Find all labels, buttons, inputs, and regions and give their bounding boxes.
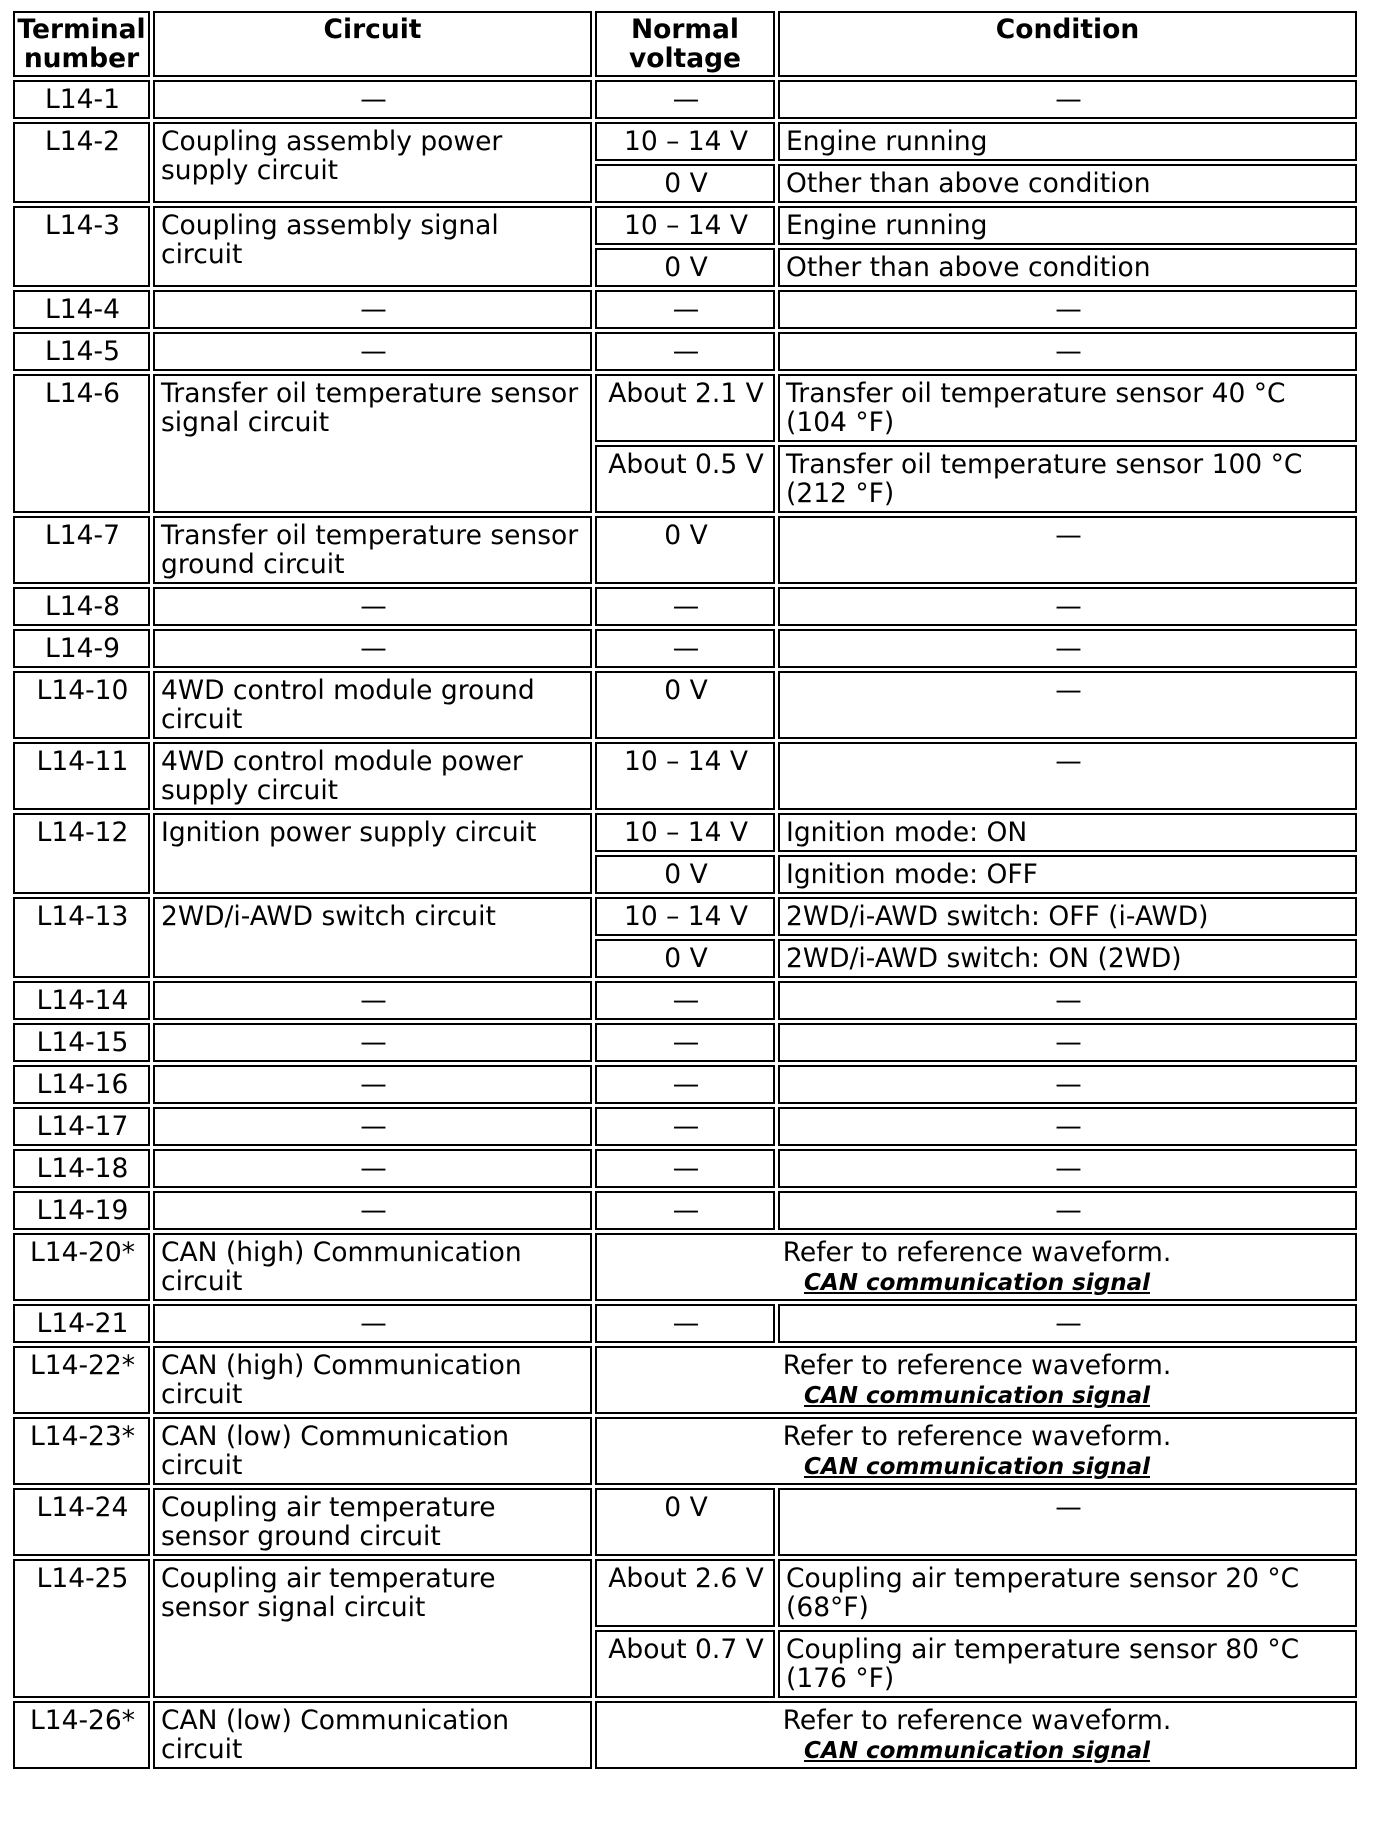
normal-voltage-cell: 10 – 14 V <box>595 122 775 161</box>
normal-voltage-cell: 10 – 14 V <box>595 742 775 810</box>
table-row <box>13 290 1357 329</box>
circuit-cell: 4WD control module ground circuit <box>153 671 592 739</box>
terminal-number-cell: L14-2 <box>13 122 150 203</box>
circuit-cell: — <box>153 1023 592 1062</box>
terminal-number-cell: L14-12 <box>13 813 150 894</box>
condition-cell: Other than above condition <box>778 164 1357 203</box>
normal-voltage-cell: — <box>595 981 775 1020</box>
table-row <box>13 374 1357 442</box>
reference-waveform-cell <box>595 1701 1357 1769</box>
normal-voltage-cell: — <box>595 1023 775 1062</box>
header-condition: Condition <box>778 11 1357 77</box>
terminal-number-cell: L14-18 <box>13 1149 150 1188</box>
table-row <box>13 1559 1357 1627</box>
terminal-number-cell: L14-14 <box>13 981 150 1020</box>
circuit-cell: — <box>153 1149 592 1188</box>
condition-cell: — <box>778 1107 1357 1146</box>
condition-cell: Ignition mode: ON <box>778 813 1357 852</box>
circuit-cell: — <box>153 587 592 626</box>
terminal-number-cell: L14-17 <box>13 1107 150 1146</box>
normal-voltage-cell: 0 V <box>595 516 775 584</box>
table-row <box>13 516 1357 584</box>
table-row <box>13 206 1357 245</box>
table-row <box>13 742 1357 810</box>
condition-cell: — <box>778 516 1357 584</box>
normal-voltage-cell: — <box>595 629 775 668</box>
header-terminal-number: Terminal number <box>13 11 150 77</box>
reference-waveform-text: Refer to reference waveform. <box>782 1705 1172 1736</box>
circuit-cell: CAN (high) Communication circuit <box>153 1346 592 1414</box>
normal-voltage-cell: — <box>595 1304 775 1343</box>
normal-voltage-cell: 0 V <box>595 1488 775 1556</box>
condition-cell: Other than above condition <box>778 248 1357 287</box>
normal-voltage-cell: — <box>595 80 775 119</box>
can-communication-signal-link[interactable]: CAN communication signal <box>804 1738 1150 1764</box>
normal-voltage-cell: 0 V <box>595 164 775 203</box>
normal-voltage-cell: 0 V <box>595 939 775 978</box>
normal-voltage-cell: About 0.5 V <box>595 445 775 513</box>
condition-cell: Coupling air temperature sensor 80 °C (176 °F) <box>778 1630 1357 1698</box>
table-row <box>13 1488 1357 1556</box>
terminal-number-cell: L14-7 <box>13 516 150 584</box>
circuit-cell: — <box>153 1191 592 1230</box>
normal-voltage-cell: — <box>595 290 775 329</box>
condition-cell: — <box>778 1191 1357 1230</box>
circuit-cell: — <box>153 1065 592 1104</box>
circuit-cell: — <box>153 1304 592 1343</box>
circuit-cell: 4WD control module power supply circuit <box>153 742 592 810</box>
condition-cell: Transfer oil temperature sensor 40 °C (104 °F) <box>778 374 1357 442</box>
circuit-cell: Coupling air temperature sensor ground circuit <box>153 1488 592 1556</box>
condition-cell: Engine running <box>778 206 1357 245</box>
terminal-number-cell: L14-10 <box>13 671 150 739</box>
condition-cell: — <box>778 1304 1357 1343</box>
circuit-cell: 2WD/i-AWD switch circuit <box>153 897 592 978</box>
condition-cell: 2WD/i-AWD switch: ON (2WD) <box>778 939 1357 978</box>
normal-voltage-cell: — <box>595 587 775 626</box>
normal-voltage-cell: 0 V <box>595 671 775 739</box>
reference-waveform-text: Refer to reference waveform. <box>782 1350 1172 1381</box>
circuit-cell: Coupling air temperature sensor signal circuit <box>153 1559 592 1698</box>
terminal-number-cell: L14-4 <box>13 290 150 329</box>
circuit-cell: Ignition power supply circuit <box>153 813 592 894</box>
table-row <box>13 1304 1357 1343</box>
table-body <box>13 80 1357 1769</box>
table-row <box>13 1191 1357 1230</box>
terminal-number-cell: L14-25 <box>13 1559 150 1698</box>
condition-cell: Transfer oil temperature sensor 100 °C (212 °F) <box>778 445 1357 513</box>
condition-cell: — <box>778 629 1357 668</box>
terminal-number-cell: L14-9 <box>13 629 150 668</box>
condition-cell: — <box>778 1149 1357 1188</box>
terminal-number-cell: L14-20* <box>13 1233 150 1301</box>
table-row <box>13 813 1357 852</box>
condition-cell: 2WD/i-AWD switch: OFF (i-AWD) <box>778 897 1357 936</box>
circuit-cell: — <box>153 80 592 119</box>
circuit-cell: CAN (low) Communication circuit <box>153 1417 592 1485</box>
normal-voltage-cell: 0 V <box>595 248 775 287</box>
terminal-number-cell: L14-22* <box>13 1346 150 1414</box>
circuit-cell: Transfer oil temperature sensor signal circuit <box>153 374 592 513</box>
normal-voltage-cell: 10 – 14 V <box>595 813 775 852</box>
terminal-number-cell: L14-3 <box>13 206 150 287</box>
table-row <box>13 1107 1357 1146</box>
table-header-row <box>13 11 1357 77</box>
terminal-number-cell: L14-15 <box>13 1023 150 1062</box>
terminal-number-cell: L14-1 <box>13 80 150 119</box>
terminal-number-cell: L14-21 <box>13 1304 150 1343</box>
normal-voltage-cell: About 0.7 V <box>595 1630 775 1698</box>
condition-cell: — <box>778 671 1357 739</box>
header-circuit: Circuit <box>153 11 592 77</box>
condition-cell: Coupling air temperature sensor 20 °C (68°F) <box>778 1559 1357 1627</box>
terminal-number-cell: L14-11 <box>13 742 150 810</box>
condition-cell: — <box>778 981 1357 1020</box>
reference-waveform-cell <box>595 1346 1357 1414</box>
reference-waveform-text: Refer to reference waveform. <box>782 1237 1172 1268</box>
normal-voltage-cell: About 2.6 V <box>595 1559 775 1627</box>
circuit-cell: — <box>153 629 592 668</box>
table-row <box>13 1346 1357 1414</box>
circuit-cell: — <box>153 981 592 1020</box>
can-communication-signal-link[interactable]: CAN communication signal <box>804 1270 1150 1296</box>
terminal-number-cell: L14-24 <box>13 1488 150 1556</box>
terminal-number-cell: L14-8 <box>13 587 150 626</box>
reference-waveform-cell <box>595 1417 1357 1485</box>
condition-cell: — <box>778 1488 1357 1556</box>
circuit-cell: Transfer oil temperature sensor ground circuit <box>153 516 592 584</box>
table-row <box>13 1417 1357 1485</box>
terminal-number-cell: L14-23* <box>13 1417 150 1485</box>
circuit-cell: CAN (high) Communication circuit <box>153 1233 592 1301</box>
table-row <box>13 897 1357 936</box>
normal-voltage-cell: 10 – 14 V <box>595 206 775 245</box>
terminal-number-cell: L14-5 <box>13 332 150 371</box>
table-row <box>13 587 1357 626</box>
table-row <box>13 332 1357 371</box>
normal-voltage-cell: 10 – 14 V <box>595 897 775 936</box>
header-normal-voltage: Normal voltage <box>595 11 775 77</box>
circuit-cell: Coupling assembly power supply circuit <box>153 122 592 203</box>
normal-voltage-cell: — <box>595 1191 775 1230</box>
terminal-number-cell: L14-26* <box>13 1701 150 1769</box>
normal-voltage-cell: — <box>595 1149 775 1188</box>
normal-voltage-cell: About 2.1 V <box>595 374 775 442</box>
table-row <box>13 1065 1357 1104</box>
condition-cell: Engine running <box>778 122 1357 161</box>
reference-waveform-text: Refer to reference waveform. <box>782 1421 1172 1452</box>
terminal-voltage-table-container <box>10 8 1360 1772</box>
circuit-cell: — <box>153 332 592 371</box>
condition-cell: — <box>778 742 1357 810</box>
normal-voltage-cell: — <box>595 1065 775 1104</box>
table-row <box>13 122 1357 161</box>
terminal-number-cell: L14-19 <box>13 1191 150 1230</box>
normal-voltage-cell: — <box>595 1107 775 1146</box>
normal-voltage-cell: — <box>595 332 775 371</box>
condition-cell: — <box>778 332 1357 371</box>
table-row <box>13 1233 1357 1301</box>
circuit-cell: — <box>153 1107 592 1146</box>
circuit-cell: CAN (low) Communication circuit <box>153 1701 592 1769</box>
table-row <box>13 1149 1357 1188</box>
condition-cell: — <box>778 290 1357 329</box>
table-row <box>13 1701 1357 1769</box>
table-row <box>13 629 1357 668</box>
normal-voltage-cell: 0 V <box>595 855 775 894</box>
condition-cell: — <box>778 587 1357 626</box>
can-communication-signal-link[interactable]: CAN communication signal <box>804 1454 1150 1480</box>
condition-cell: — <box>778 80 1357 119</box>
terminal-number-cell: L14-13 <box>13 897 150 978</box>
circuit-cell: Coupling assembly signal circuit <box>153 206 592 287</box>
terminal-voltage-table <box>10 8 1360 1772</box>
can-communication-signal-link[interactable]: CAN communication signal <box>804 1383 1150 1409</box>
table-row <box>13 1023 1357 1062</box>
circuit-cell: — <box>153 290 592 329</box>
condition-cell: — <box>778 1023 1357 1062</box>
condition-cell: Ignition mode: OFF <box>778 855 1357 894</box>
terminal-number-cell: L14-16 <box>13 1065 150 1104</box>
table-row <box>13 671 1357 739</box>
reference-waveform-cell <box>595 1233 1357 1301</box>
terminal-number-cell: L14-6 <box>13 374 150 513</box>
table-row <box>13 981 1357 1020</box>
condition-cell: — <box>778 1065 1357 1104</box>
table-row <box>13 80 1357 119</box>
